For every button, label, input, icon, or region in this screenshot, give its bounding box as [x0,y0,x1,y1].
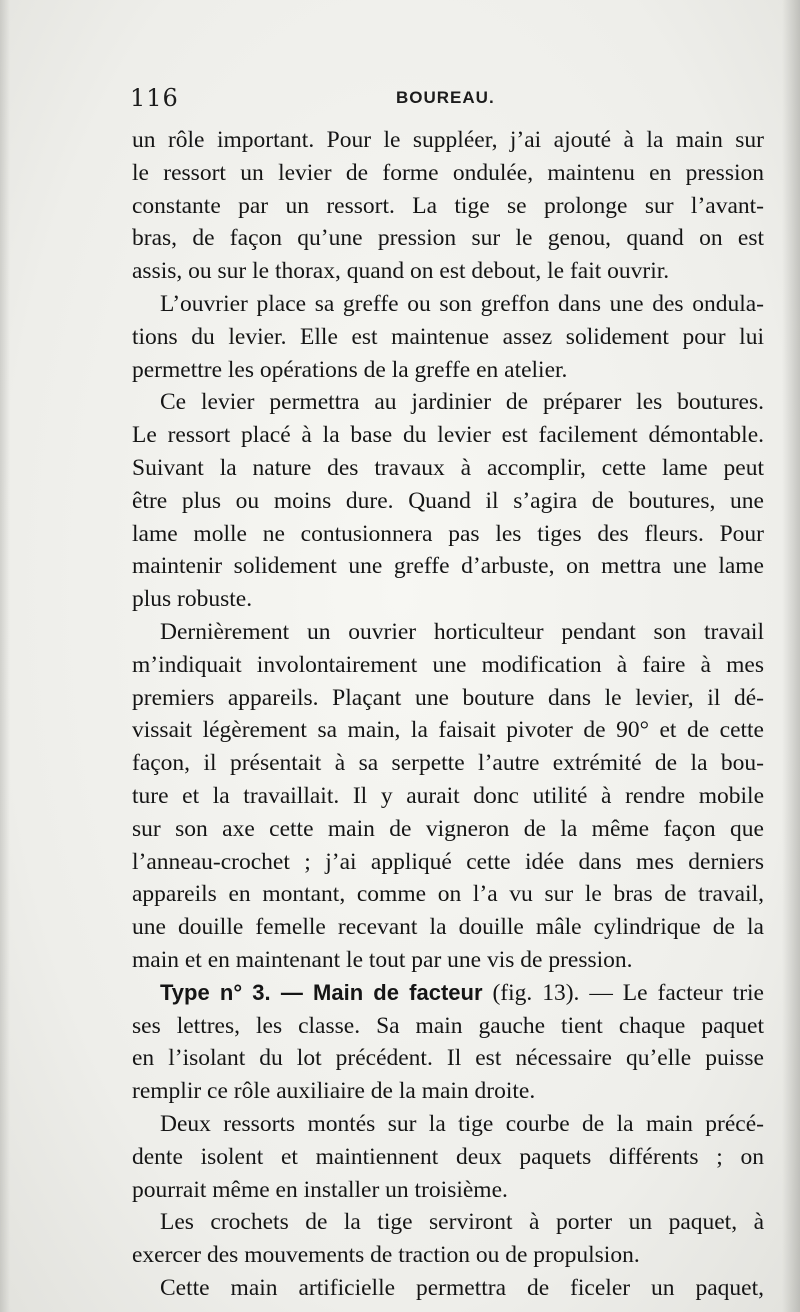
text-line: ture et la travaillait. Il y aurait donc utilité à rendre mobile [132,782,764,809]
text-line: Dernièrement un ouvrier horticulteur pendant son travail [160,618,764,645]
type-heading-label: Type n° 3. — Main de facteur [160,979,483,1005]
body-text [132,124,764,1305]
text-line: vissait légèrement sa main, la faisait pivoter de 90° et de cette [132,717,764,744]
text-line: constante par un ressort. La tige se prolonge sur l’avant- [132,192,764,219]
text-line: maintenir solidement une greffe d’arbuste, on mettra une lame [132,553,764,580]
text-line: bras, de façon qu’une pression sur le genou, quand on est [132,225,764,252]
text-line: un rôle important. Pour le suppléer, j’ai ajouté à la main sur [132,127,764,153]
page-left-shadow [0,0,10,1312]
text-line: lame molle ne contusionnera pas les tiges des fleurs. Pour [132,520,764,547]
text-line: m’indiquait involontairement une modification à faire à mes [132,651,764,678]
text-line: L’ouvrier place sa greffe ou son greffon dans une des ondula- [160,290,764,317]
text-line: main et en maintenant le tout par une vis de pression. [132,946,633,973]
text-line: Le ressort placé à la base du levier est facilement démontable. [132,422,764,449]
running-head: BOUREAU. [396,88,495,107]
text-line: plus robuste. [132,586,253,613]
text-line: ses lettres, les classe. Sa main gauche tient chaque paquet [132,1012,764,1039]
text-line: Cette main artificielle permettra de ficeler un paquet, [160,1274,764,1301]
type-heading-rest: (fig. 13). — Le facteur trie [482,979,764,1006]
text-line: assis, ou sur le thorax, quand on est debout, le fait ouvrir. [132,258,670,285]
text-line: être plus ou moins dure. Quand il s’agira de boutures, une [132,487,764,514]
text-line: le ressort un levier de forme ondulée, maintenu en pression [132,159,764,186]
text-line: façon, il présentait à sa serpette l’autre extrémité de la bou- [132,750,764,777]
text-line: premiers appareils. Plaçant une bouture dans le levier, il dé- [132,684,764,711]
text-line: pourrait même en installer un troisième. [132,1176,508,1203]
type-heading-line [132,977,764,1010]
page-number: 116 [130,84,179,112]
page-header [130,84,770,114]
text-line: Ce levier permettra au jardinier de préparer les boutures. [160,389,764,416]
text-line: une douille femelle recevant la douille mâle cylindrique de la [132,914,764,941]
text-line: Deux ressorts montés sur la tige courbe de la main précé- [160,1110,764,1137]
text-line: sur son axe cette main de vigneron de la même façon que [132,815,764,842]
text-line: Les crochets de la tige serviront à porter un paquet, à [160,1209,764,1236]
text-line: dente isolent et maintiennent deux paquets différents ; on [132,1143,764,1170]
text-line: exercer des mouvements de traction ou de propulsion. [132,1242,640,1269]
text-line: en l’isolant du lot précédent. Il est nécessaire qu’elle puisse [132,1045,764,1072]
text-line: remplir ce rôle auxiliaire de la main droite. [132,1078,536,1105]
text-line: appareils en montant, comme on l’a vu sur le bras de travail, [132,881,764,908]
text-line: l’anneau-crochet ; j’ai appliqué cette idée dans mes derniers [132,848,764,875]
text-line: Suivant la nature des travaux à accomplir, cette lame peut [132,454,764,481]
text-line: tions du levier. Elle est maintenue assez solidement pour lui [132,323,764,350]
text-line: permettre les opérations de la greffe en atelier. [132,356,568,383]
page-right-shadow [782,0,800,1312]
